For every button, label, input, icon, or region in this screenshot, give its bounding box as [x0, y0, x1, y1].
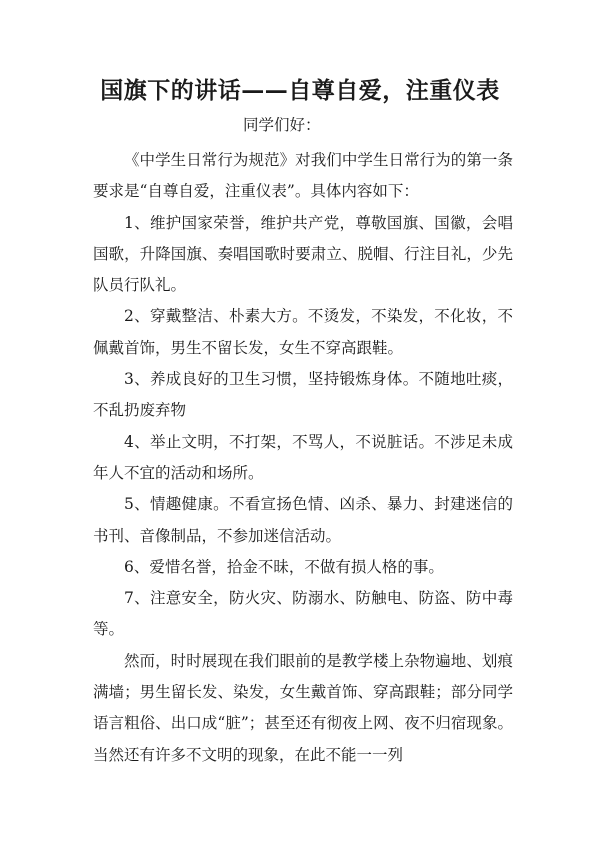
paragraph-item-2: 2、穿戴整洁、朴素大方。不烫发，不染发，不化妆，不佩戴首饰，男生不留长发，女生不穿高跟鞋。 — [93, 307, 513, 357]
paragraph-item-4: 4、举止文明，不打架，不骂人，不说脏话。不涉足未成年人不宜的活动和场所。 — [93, 432, 513, 482]
paragraph-item-7: 7、注意安全，防火灾、防溺水、防触电、防盗、防中毒等。 — [93, 589, 513, 639]
greeting: 同学们好： — [243, 116, 321, 134]
document-title: 国旗下的讲话——自尊自爱，注重仪表 — [100, 77, 500, 104]
paragraph-conclusion: 然而，时时展现在我们眼前的是教学楼上杂物遍地、划痕满墙；男生留长发、染发，女生戴首饰、穿高跟鞋；部分同学语言粗俗、出口成“脏”；甚至还有彻夜上网、夜不归宿现象。当然还有许多不文明的现象，在此不能一一列 — [93, 651, 513, 764]
paragraph-intro: 《中学生日常行为规范》对我们中学生日常行为的第一条要求是“自尊自爱，注重仪表”。具体内容如下： — [93, 151, 513, 201]
paragraph-item-6: 6、爱惜名誉，拾金不昧，不做有损人格的事。 — [124, 557, 444, 576]
paragraph-item-1: 1、维护国家荣誉，维护共产党，尊敬国旗、国徽，会唱国歌，升降国旗、奏唱国歌时要肃立、脱帽、行注目礼，少先队员行队礼。 — [93, 213, 513, 295]
paragraph-item-5: 5、情趣健康。不看宣扬色情、凶杀、暴力、封建迷信的书刊、音像制品，不参加迷信活动。 — [93, 495, 513, 545]
paragraph-item-3: 3、养成良好的卫生习惯，坚持锻炼身体。不随地吐痰，不乱扔废弃物 — [93, 370, 513, 420]
document-body — [93, 145, 513, 771]
